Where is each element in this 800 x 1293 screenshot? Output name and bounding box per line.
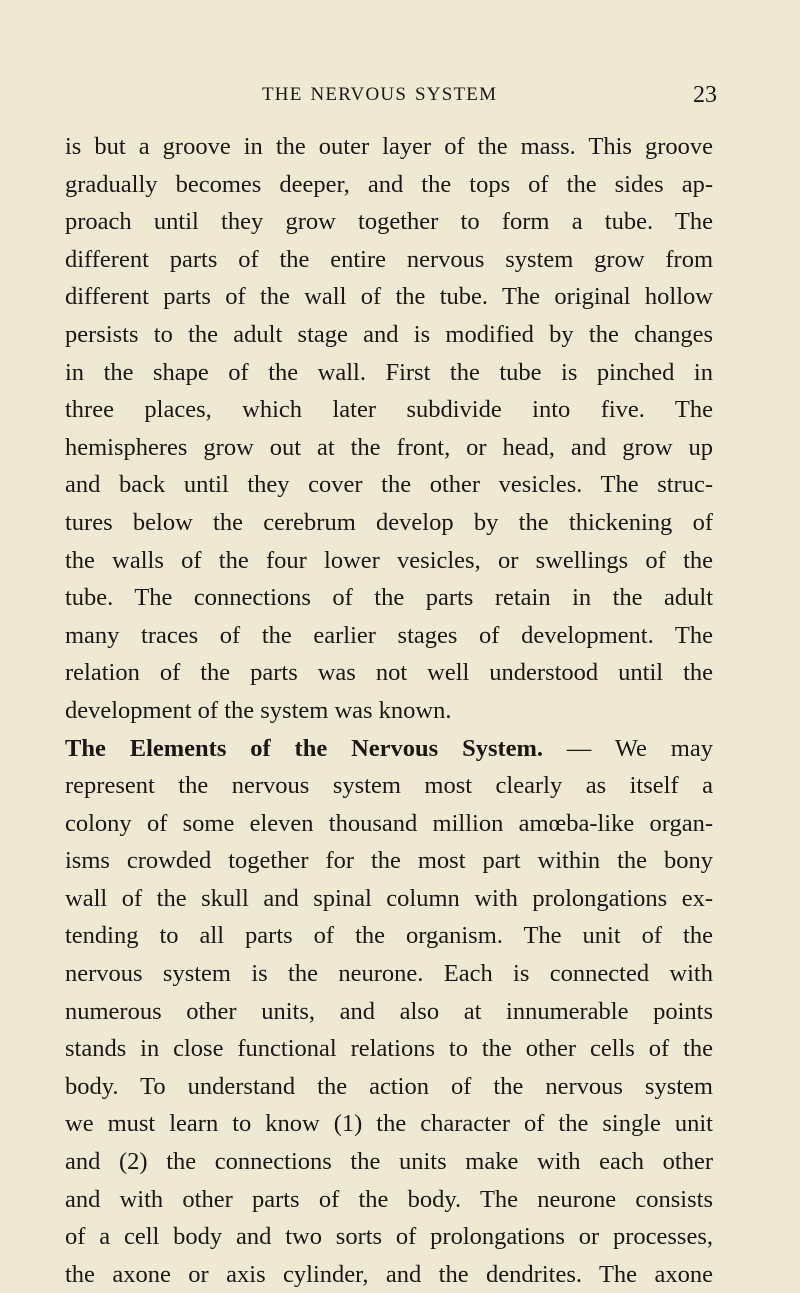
text-line: the walls of the four lower vesicles, or swellings of the: [65, 546, 713, 574]
text-line: nervous system is the neurone. Each is connected with: [65, 960, 713, 988]
text-line: many traces of the earlier stages of development. The: [65, 621, 713, 649]
text-line: and with other parts of the body. The neurone consists: [65, 1185, 713, 1213]
text-line: is but a groove in the outer layer of the mass. This groove: [65, 133, 713, 160]
text-line: colony of some eleven thousand million amœba-like organ-: [65, 809, 713, 837]
section-heading-line: [65, 730, 713, 768]
text-line: hemispheres grow out at the front, or head, and grow up: [65, 433, 713, 461]
text-line: numerous other units, and also at innumerable points: [65, 997, 713, 1025]
text-line: represent the nervous system most clearly as itself a: [65, 772, 713, 800]
text-line: different parts of the entire nervous system grow from: [65, 245, 713, 273]
section-heading-tail: — We may: [543, 734, 713, 762]
text-line: we must learn to know (1) the character of the single unit: [65, 1110, 713, 1138]
text-line: relation of the parts was not well understood until the: [65, 659, 713, 687]
body-text: [65, 128, 713, 1293]
text-line: wall of the skull and spinal column with prolongations ex-: [65, 884, 713, 912]
text-line: proach until they grow together to form a tube. The: [65, 208, 713, 236]
text-line: the axone or axis cylinder, and the dendrites. The axone: [65, 1260, 713, 1288]
running-title: THE NERVOUS SYSTEM: [262, 84, 498, 105]
text-line: tending to all parts of the organism. The unit of the: [65, 922, 713, 950]
text-line: of a cell body and two sorts of prolongations or processes,: [65, 1223, 713, 1251]
text-line: stands in close functional relations to the other cells of the: [65, 1035, 713, 1063]
text-line: development of the system was known.: [65, 696, 452, 724]
running-head: [0, 84, 800, 114]
section-heading: The Elements of the Nervous System.: [65, 734, 544, 762]
text-line: and back until they cover the other vesicles. The struc-: [65, 471, 713, 499]
text-line: and (2) the connections the units make with each other: [65, 1148, 713, 1176]
text-line: isms crowded together for the most part within the bony: [65, 847, 713, 875]
text-line: in the shape of the wall. First the tube is pinched in: [65, 358, 713, 386]
text-line: gradually becomes deeper, and the tops of the sides ap-: [65, 170, 713, 198]
page-number: 23: [693, 82, 717, 108]
text-line: persists to the adult stage and is modified by the changes: [65, 320, 713, 348]
text-line: tures below the cerebrum develop by the thickening of: [65, 508, 713, 536]
text-line: three places, which later subdivide into five. The: [65, 396, 713, 424]
text-line: body. To understand the action of the nervous system: [65, 1072, 713, 1100]
text-line: different parts of the wall of the tube. The original hollow: [65, 283, 713, 311]
text-line: tube. The connections of the parts retain in the adult: [65, 584, 713, 612]
